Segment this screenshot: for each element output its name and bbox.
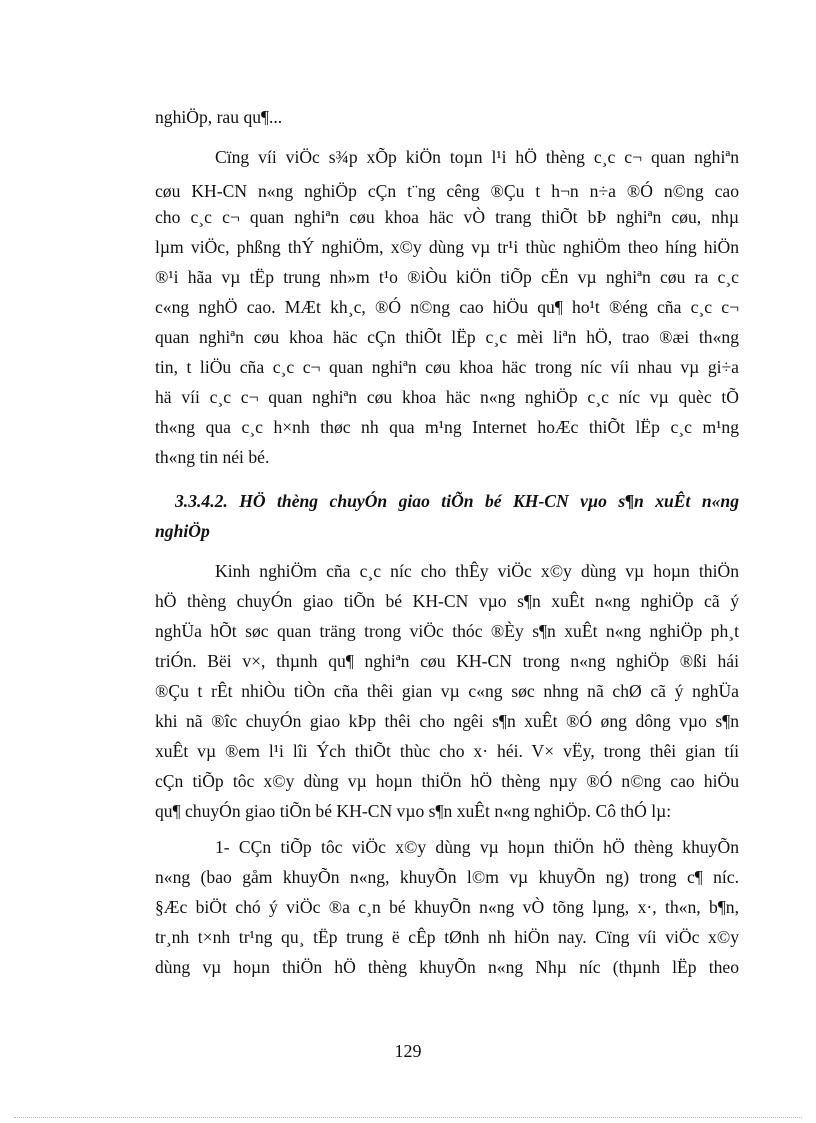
section-heading: 3.3.4.2. HÖ thèng chuyÓn giao tiÕn bé KH-CN vµo s¶n xuÊt n«ng <box>175 491 739 511</box>
text-line: xuÊt vµ ®em l¹i lîi Ých thiÕt thùc cho x· héi. V× vËy, trong thêi gian tíi <box>155 741 739 761</box>
text-line: cøu KH-CN n«ng nghiÖp cÇn t¨ng cêng ®Çu t h¬n n÷a ®Ó n©ng cao <box>155 181 739 201</box>
text-line: Cïng víi viÖc s¾p xÕp kiÖn toµn l¹i hÖ thèng c¸c c¬ quan nghiªn <box>215 147 739 167</box>
text-line: dùng vµ hoµn thiÖn hÖ thèng khuyÕn n«ng Nhµ níc (thµnh lËp theo <box>155 957 739 977</box>
text-line: qu¶ chuyÓn giao tiÕn bé KH-CN vµo s¶n xuÊt n«ng nghiÖp. Cô thÓ lµ: <box>155 801 672 821</box>
list-item: 1- CÇn tiÕp tôc viÖc x©y dùng vµ hoµn thiÖn hÖ thèng khuyÕn <box>215 837 739 857</box>
section-heading-cont: nghiÖp <box>155 521 210 541</box>
text-line: hä víi c¸c c¬ quan nghiªn cøu khoa häc n«ng nghiÖp c¸c níc vµ quèc tÕ <box>155 387 739 407</box>
text-line: Kinh nghiÖm cña c¸c níc cho thÊy viÖc x©y dùng vµ hoµn thiÖn <box>215 561 739 581</box>
text-line: th«ng qua c¸c h×nh thøc nh qua m¹ng Internet hoÆc thiÕt lËp c¸c m¹ng <box>155 417 739 437</box>
text-line: ®Çu t rÊt nhiÒu tiÒn cña thêi gian vµ c«ng søc nhng nã chØ cã ý nghÜa <box>155 681 739 701</box>
text-line: lµm viÖc, phßng thÝ nghiÖm, x©y dùng vµ tr¹i thùc nghiÖm theo híng hiÖn <box>155 237 739 257</box>
text-line: triÓn. Bëi v×, thµnh qu¶ nghiªn cøu KH-CN trong n«ng nghiÖp ®ßi hái <box>155 651 739 671</box>
text-line: th«ng tin néi bé. <box>155 447 270 467</box>
page-number: 129 <box>394 1041 422 1061</box>
text-line: §Æc biÖt chó ý viÖc ®a c¸n bé khuyÕn n«ng vÒ tõng lµng, x·, th«n, b¶n, <box>155 897 739 917</box>
page-bottom-border <box>14 1117 802 1118</box>
text-line: c«ng nghÖ cao. MÆt kh¸c, ®Ó n©ng cao hiÖu qu¶ ho¹t ®éng cña c¸c c¬ <box>155 297 739 317</box>
text-line: n«ng (bao gåm khuyÕn n«ng, khuyÕn l©m vµ khuyÕn ng) trong c¶ níc. <box>155 867 739 887</box>
text-line: nghÜa hÕt søc quan träng trong viÖc thóc ®Èy s¶n xuÊt n«ng nghiÖp ph¸t <box>155 621 739 641</box>
text-line: cÇn tiÕp tôc x©y dùng vµ hoµn thiÖn hÖ thèng nµy ®Ó n©ng cao hiÖu <box>155 771 739 791</box>
text-line: khi nã ®îc chuyÓn giao kÞp thêi cho ngêi s¶n xuÊt ®Ó øng dông vµo s¶n <box>155 711 739 731</box>
text-line: tin, t liÖu cña c¸c c¬ quan nghiªn cøu khoa häc trong níc víi nhau vµ gi÷a <box>155 357 739 377</box>
text-line: hÖ thèng chuyÓn giao tiÕn bé KH-CN vµo s¶n xuÊt n«ng nghiÖp cã ý <box>155 591 739 611</box>
text-line: quan nghiªn cøu khoa häc cÇn thiÕt lËp c¸c mèi liªn hÖ, trao ®æi th«ng <box>155 327 739 347</box>
text-line: tr¸nh t×nh tr¹ng qu¸ tËp trung ë cÊp tØnh nh hiÖn nay. Cïng víi viÖc x©y <box>155 927 739 947</box>
text-line: nghiÖp, rau qu¶... <box>155 107 283 127</box>
text-line: ®¹i hãa vµ tËp trung nh»m t¹o ®iÒu kiÖn tiÕp cËn vµ nghiªn cøu ra c¸c <box>155 267 739 287</box>
text-line: cho c¸c c¬ quan nghiªn cøu khoa häc vÒ trang thiÕt bÞ nghiªn cøu, nhµ <box>155 207 739 227</box>
